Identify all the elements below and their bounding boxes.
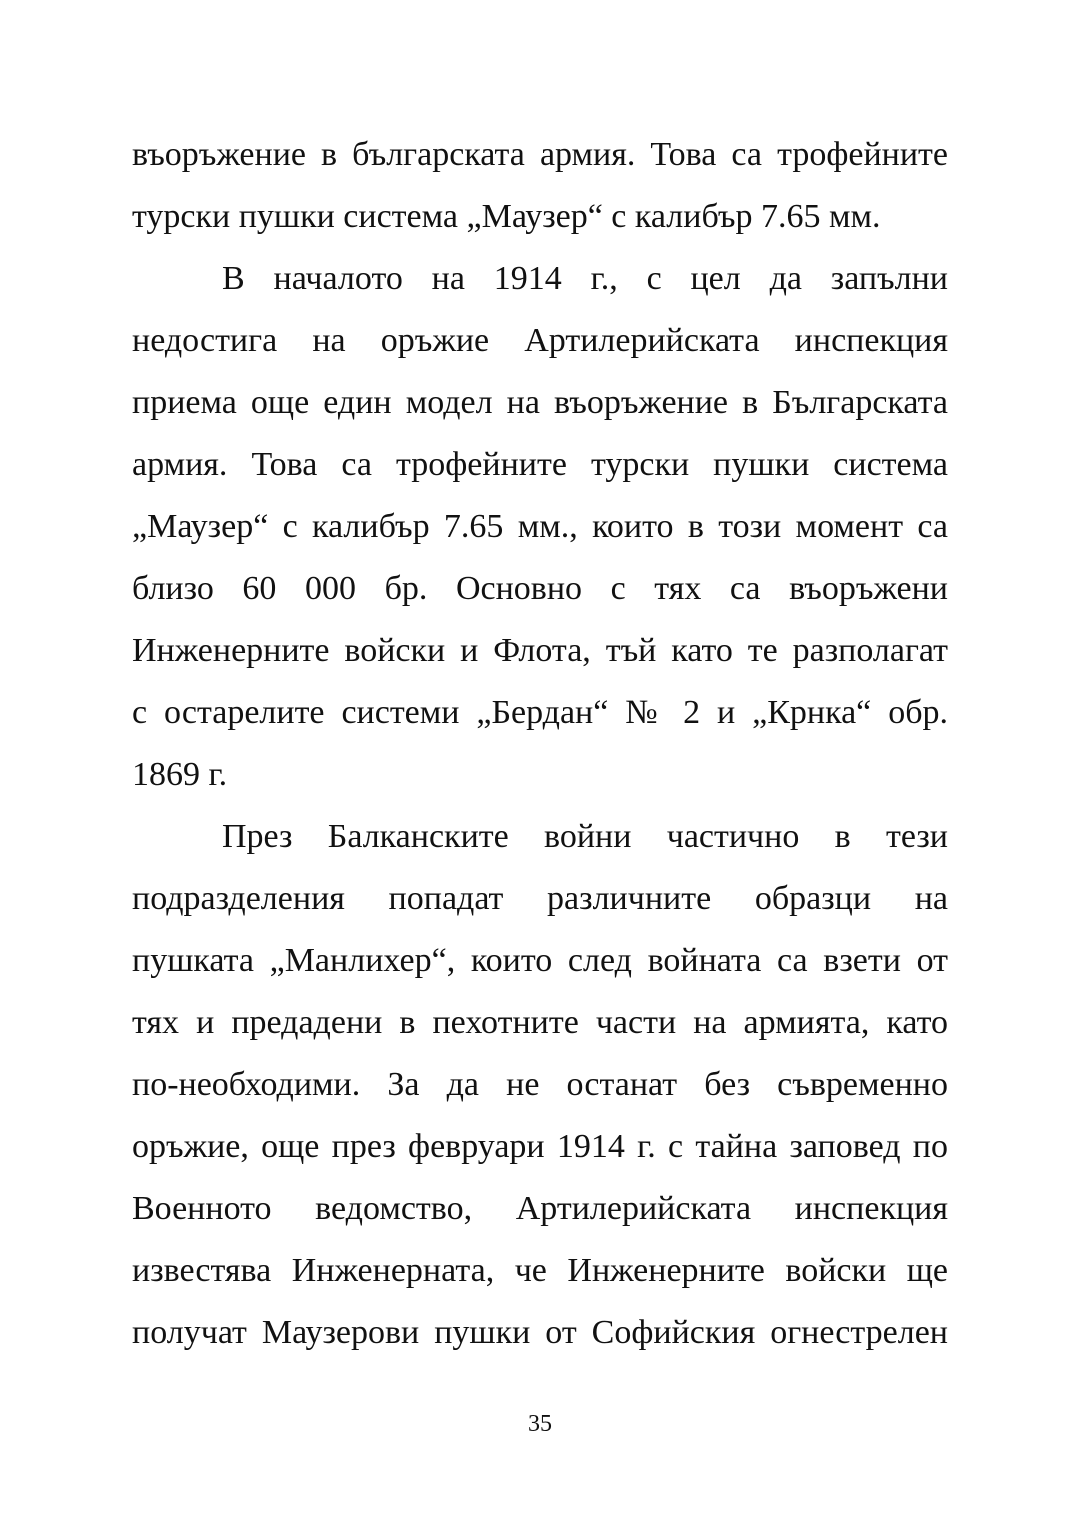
text-line: приема още един модел на въоръжение в Българската [132,384,948,421]
text-line: недостига на оръжие Артилерийската инспекция [132,322,948,359]
text-line: получат Маузерови пушки от Софийския огнестрелен [132,1314,948,1351]
text-line: В началото на 1914 г., с цел да запълни [222,260,948,297]
text-line: близо 60 000 бр. Основно с тях са въоръжени [132,570,948,607]
text-line: подразделения попадат различните образци на [132,880,948,917]
text-line: През Балканските войни частично в тези [222,818,948,855]
text-line: турски пушки система „Маузер“ с калибър 7.65 мм. [132,198,881,235]
text-line: Инженерните войски и Флота, тъй като те разполагат [132,632,948,669]
text-line: по-необходими. За да не останат без съвременно [132,1066,948,1103]
text-line: Военното ведомство, Артилерийската инспекция [132,1190,948,1227]
page-number: 35 [528,1411,552,1437]
body-text [132,124,948,1364]
text-line: тях и предадени в пехотните части на армията, като [132,1004,948,1041]
text-line: въоръжение в българската армия. Това са трофейните [132,136,948,173]
text-line: 1869 г. [132,756,228,793]
text-line: армия. Това са трофейните турски пушки система [132,446,948,483]
text-line: пушката „Манлихер“, които след войната са взети от [132,942,948,979]
text-line: известява Инженерната, че Инженерните войски ще [132,1252,948,1289]
text-line: оръжие, още през февруари 1914 г. с тайна заповед по [132,1128,948,1165]
text-line: „Маузер“ с калибър 7.65 мм., които в този момент са [132,508,948,545]
text-line: с остарелите системи „Бердан“ № 2 и „Крнка“ обр. [132,694,948,731]
